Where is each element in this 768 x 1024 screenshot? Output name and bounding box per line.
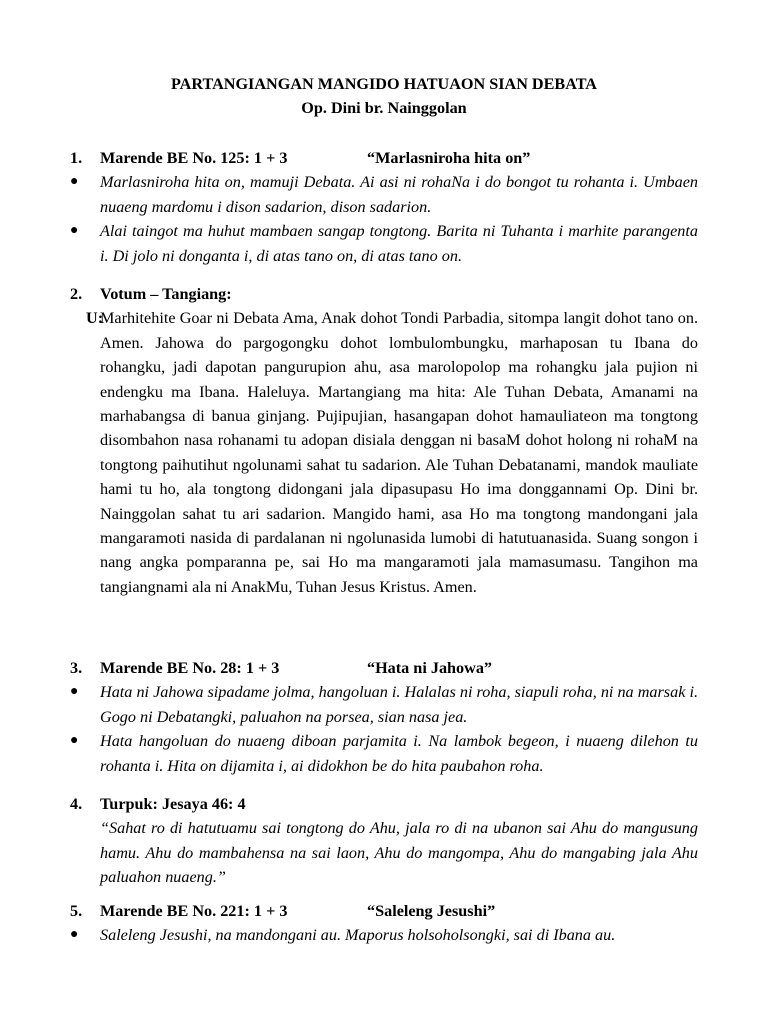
verse-item xyxy=(70,923,698,947)
section-number: 1. xyxy=(70,149,83,167)
section-number: 3. xyxy=(70,659,83,677)
section-label: Turpuk: Jesaya 46: 4 xyxy=(100,795,246,813)
section-number: 5. xyxy=(70,902,83,920)
section-heading xyxy=(70,146,698,170)
bullet-icon: ● xyxy=(70,927,79,943)
verse-text: Hata hangoluan do nuaeng diboan parjamita i. Na lambok begeon, i nuaeng dilehon tu rohanta i. Hita on dijamita i, ai didokhon be do hita paubahon roha. xyxy=(100,732,698,775)
section-4 xyxy=(70,792,698,890)
document-title: PARTANGIANGAN MANGIDO HATUAON SIAN DEBATA xyxy=(170,75,597,93)
verse-text: Alai taingot ma huhut mambaen sangap tongtong. Barita ni Tuhanta i marhite parangenta i. Di jolo ni donganta i, di atas tano on, di atas tano on. xyxy=(100,222,698,265)
section-heading xyxy=(70,899,698,923)
section-heading xyxy=(70,792,698,816)
verse-text: Hata ni Jahowa sipadame jolma, hangoluan i. Halalas ni roha, siapuli roha, ni na marsak i. Gogo ni Debatangki, paluahon na porsea, sian nasa jea. xyxy=(100,683,698,726)
section-2 xyxy=(70,282,698,599)
bullet-icon: ● xyxy=(70,733,79,749)
bullet-icon: ● xyxy=(70,684,79,700)
section-label: Marende BE No. 28: 1 + 3 xyxy=(100,659,280,677)
section-heading xyxy=(70,282,698,306)
section-number: 4. xyxy=(70,795,83,813)
section-label: Marende BE No. 221: 1 + 3 xyxy=(100,902,288,920)
section-3 xyxy=(70,656,698,778)
section-5 xyxy=(70,899,698,948)
bullet-icon: ● xyxy=(70,174,79,190)
speaker-label: U: xyxy=(86,309,104,328)
section-number: 2. xyxy=(70,285,83,303)
song-title: “Saleleng Jesushi” xyxy=(367,902,496,920)
song-title: “Hata ni Jahowa” xyxy=(367,659,493,677)
section-label: Marende BE No. 125: 1 + 3 xyxy=(100,149,288,167)
section-label: Votum – Tangiang: xyxy=(100,285,232,303)
document-subtitle: Op. Dini br. Nainggolan xyxy=(301,99,467,117)
verse-text: Marlasniroha hita on, mamuji Debata. Ai asi ni rohaNa i do bongot tu rohanta i. Umbaen nuaeng mardomu i dison sadarion, dison sadarion. xyxy=(100,173,698,216)
verse-text: Saleleng Jesushi, na mandongani au. Maporus holsoholsongki, sai di Ibana au. xyxy=(100,926,616,945)
section-1 xyxy=(70,146,698,268)
verse-item xyxy=(70,170,698,219)
title-block xyxy=(0,72,768,120)
verse-item xyxy=(70,219,698,268)
section-heading xyxy=(70,656,698,680)
verse-item xyxy=(70,680,698,729)
song-title: “Marlasniroha hita on” xyxy=(367,149,531,167)
scripture-text: “Sahat ro di hatutuamu sai tongtong do Ahu, jala ro di na ubanon sai Ahu do mangusung hamu. Ahu do mambahensa na sai laon, Ahu do mangompa, Ahu do mangabing jala Ahu paluahon nuaeng.” xyxy=(100,819,698,887)
prayer-block xyxy=(70,306,698,599)
verse-item xyxy=(70,729,698,778)
bullet-icon: ● xyxy=(70,223,79,239)
prayer-text: Marhitehite Goar ni Debata Ama, Anak dohot Tondi Parbadia, sitompa langit dohot tano on. Amen. Jahowa do pargogongku dohot lombulombungku, marhaposan tu Ibana do rohangku, jadi dapotan pangurupion ahu, asa marolopolop ma rohangku jala pujion ni endengku ma Ibana. Haleluya. Martangiang ma hita: Ale Tuhan Debata, Amanami na marhabangsa di banua ginjang. Pujipujian, hasangapan dohot hamauliateon ma tongtong disombahon nasa rohanami tu adopan disiala denggan ni basaM dohot holong ni rohaM na tongtong paihutihut ngolunami sahat tu sadarion. Ale Tuhan Debatanami, mandok mauliate hami tu ho, ala tongtong didongani jala dipasupasu Ho ima donggannami Op. Dini br. Nainggolan sahat tu ari sadarion. Mangido hami, asa Ho ma tongtong mandongani jala mangaramoti nasida di pardalanan ni ngolunasida lumobi di hatutuanasida. Suang songon i nang angka pomparanna pe, sai Ho ma mangaramoti jala mamasumasu. Tangihon ma tangiangnami ala ni AnakMu, Tuhan Jesus Kristus. Amen. xyxy=(100,309,698,596)
